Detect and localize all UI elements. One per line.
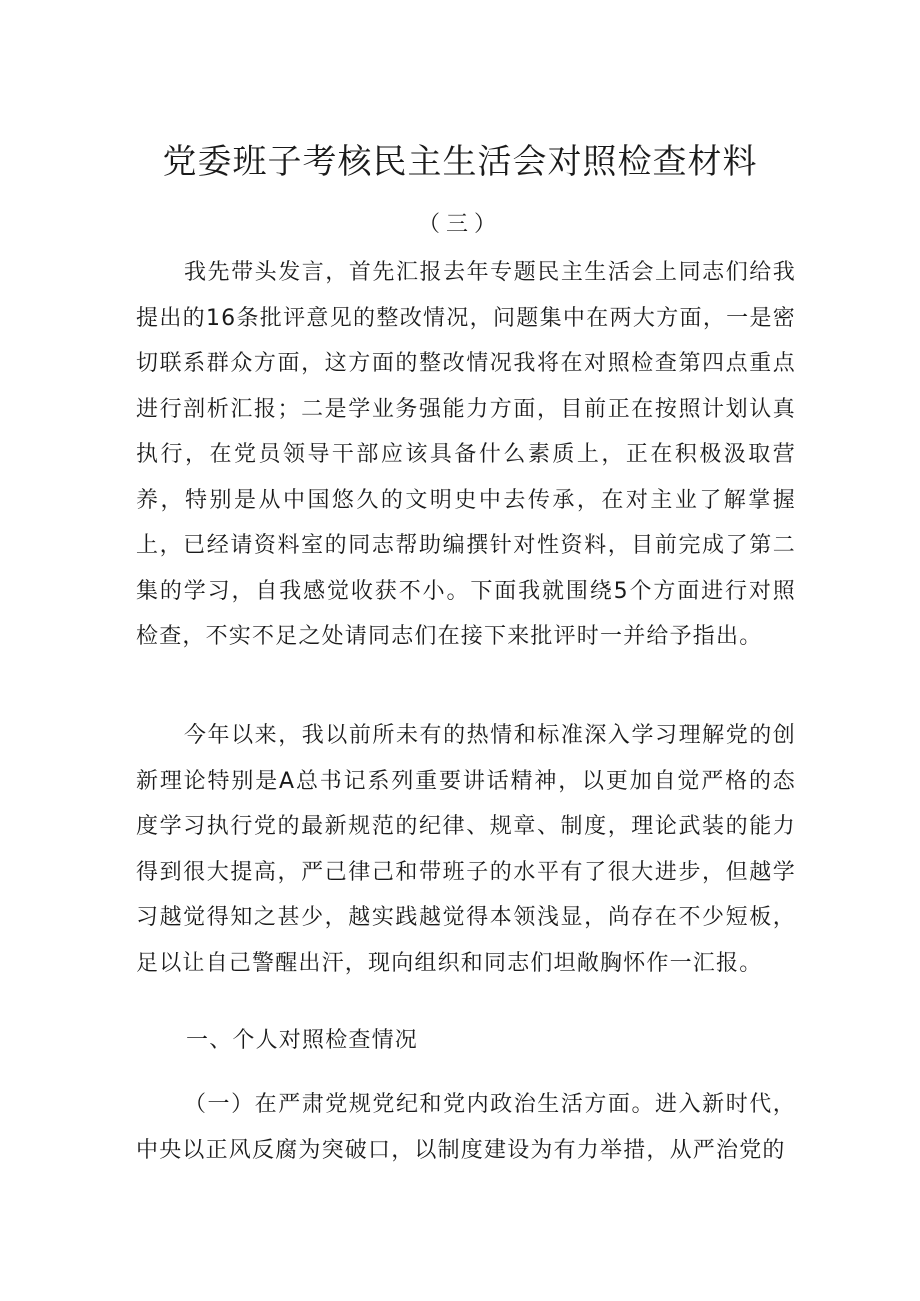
document-title: 党委班子考核民主生活会对照检查材料 [162, 142, 758, 182]
section-heading: 一、个人对照检查情况 [186, 1028, 419, 1053]
paragraph-2: 今年以来，我以前所未有的热情和标准深入学习理解党的创新理论特别是A总书记系列重要讲话精神，以更加自觉严格的态度学习执行党的最新规范的纪律、规章、制度，理论武装的能力得到很大提高，严己律己和带班子的水平有了很大进步，但越学习越觉得知之甚少，越实践越觉得本领浅显，尚存在不少短板，足以让自己警醒出汗，现向组织和同志们坦敞胸怀作一汇报。 [136, 723, 796, 976]
section-paragraph: （一）在严肃党规党纪和党内政治生活方面。进入新时代，中央以正风反腐为突破口，以制度建设为有力举措，从严治党的 [136, 1092, 796, 1163]
document-subtitle: （三） [417, 212, 502, 237]
paragraph-1: 我先带头发言，首先汇报去年专题民主生活会上同志们给我提出的16条批评意见的整改情况，问题集中在两大方面，一是密切联系群众方面，这方面的整改情况我将在对照检查第四点重点进行剖析汇报；二是学业务强能力方面，目前正在按照计划认真执行，在党员领导干部应该具备什么素质上，正在积极汲取营养，特别是从中国悠久的文明史中去传承，在对主业了解掌握上，已经请资料室的同志帮助编撰针对性资料，目前完成了第二集的学习，自我感觉收获不小。下面我就围绕5个方面进行对照检查，不实不足之处请同志们在接下来批评时一并给予指出。 [136, 260, 796, 649]
